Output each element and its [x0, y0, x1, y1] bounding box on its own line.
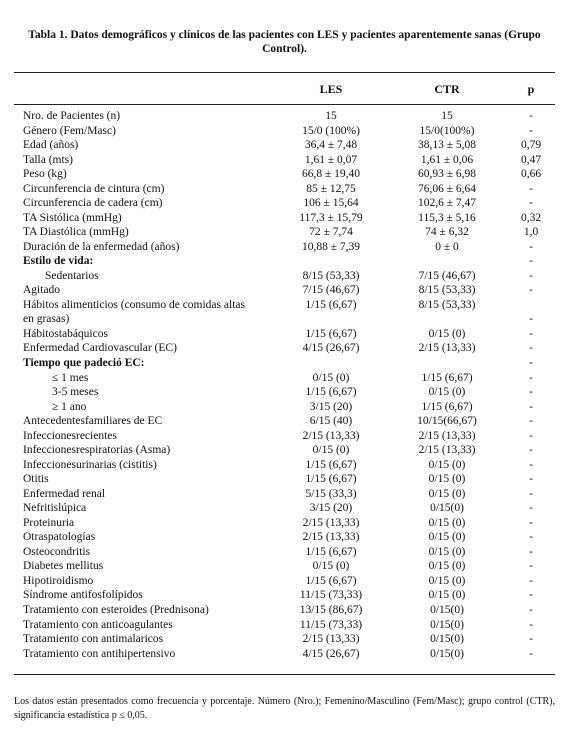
ctr-value: 102,6 ± 7,47 — [417, 197, 477, 210]
les-value: 0/15 (0) — [312, 560, 350, 573]
table-row — [0, 443, 569, 458]
p-value: - — [529, 647, 533, 660]
row-label: ≤ 1 mes — [52, 371, 89, 384]
p-value: - — [529, 473, 533, 486]
row-label: Circunferencia de cintura (cm) — [23, 182, 165, 195]
section-row — [0, 254, 569, 269]
ctr-value: 1,61 ± 0,06 — [420, 153, 474, 166]
row-label: TA Sistólica (mmHg) — [23, 211, 122, 224]
p-value: - — [529, 618, 533, 631]
les-value: 85 ± 12,75 — [306, 182, 356, 195]
les-value: 66,8 ± 19,40 — [301, 168, 361, 181]
ctr-value: 0/15 (0) — [428, 473, 466, 486]
p-value: - — [529, 182, 533, 195]
ctr-value: 2/15 (13,33) — [418, 342, 476, 355]
row-label: Enfermedad renal — [23, 487, 106, 500]
row-label: Infeccionesrecientes — [23, 429, 117, 442]
row-label: Duración de la enfermedad (años) — [23, 240, 180, 253]
les-value: 1/15 (6,67) — [305, 473, 357, 486]
row-label: Otraspatologías — [23, 531, 96, 544]
ctr-value: 0/15 (0) — [428, 487, 466, 500]
table-row — [0, 559, 569, 574]
row-label: Nefritislúpica — [23, 502, 87, 515]
row-label: Tratamiento con antimalaricos — [23, 633, 164, 646]
ctr-value: 0/15 (0) — [428, 531, 466, 544]
ctr-value: 8/15 (53,33) — [418, 298, 476, 311]
ctr-value: 0/15 (0) — [428, 560, 466, 573]
ctr-value: 0/15(0) — [430, 604, 464, 616]
les-value: 2/15 (13,33) — [302, 516, 360, 529]
les-value: 7/15 (46,67) — [302, 284, 360, 297]
p-value: - — [529, 400, 533, 413]
p-value: - — [529, 604, 533, 616]
p-value: - — [529, 255, 533, 268]
row-label: Talla (mts) — [23, 153, 73, 166]
p-value: 1,0 — [523, 226, 539, 239]
ctr-value: 0/15 (0) — [428, 327, 466, 340]
table-row — [0, 574, 569, 589]
row-label: Tratamiento con anticoagulantes — [23, 618, 173, 631]
p-value: - — [529, 240, 533, 253]
p-value: - — [529, 429, 533, 442]
les-value: 72 ± 7,74 — [309, 226, 353, 239]
p-value: - — [529, 545, 533, 558]
p-value: - — [529, 342, 533, 355]
ctr-value: 0/15 (0) — [428, 458, 466, 471]
table-row — [0, 603, 569, 618]
row-label: Circunferencia de cadera (cm) — [23, 197, 163, 210]
p-value: - — [529, 313, 533, 326]
row-label: TA Diastólica (mmHg) — [23, 226, 129, 239]
p-value: - — [529, 124, 533, 137]
column-header-les: LES — [319, 82, 343, 96]
les-value: 1/15 (6,67) — [305, 327, 357, 340]
p-value: - — [529, 356, 533, 369]
row-label: Nro. de Pacientes (n) — [23, 110, 121, 122]
row-label: Hábitostabáquicos — [23, 327, 108, 340]
les-value: 10,88 ± 7,39 — [301, 240, 361, 253]
p-value: - — [529, 386, 533, 399]
p-value: - — [529, 371, 533, 384]
row-label: Síndrome antifosfolípidos — [23, 589, 143, 602]
table-row — [0, 618, 569, 633]
row-label: Sedentarios — [45, 269, 99, 282]
table-row — [0, 182, 569, 197]
row-label: ≥ 1 ano — [52, 400, 87, 413]
p-value: 0,47 — [520, 153, 542, 166]
les-value: 15 — [325, 110, 337, 122]
les-value: 1/15 (6,67) — [305, 545, 357, 558]
table-row — [0, 458, 569, 473]
les-value: 4/15 (26,67) — [302, 342, 360, 355]
ctr-value: 2/15 (13,33) — [418, 429, 476, 442]
table-row — [0, 400, 569, 415]
table-row — [0, 647, 569, 662]
les-value: 13/15 (86,67) — [299, 604, 363, 616]
les-value: 2/15 (13,33) — [302, 429, 360, 442]
p-value: - — [529, 633, 533, 646]
les-value: 36,4 ± 7,48 — [304, 139, 358, 152]
table-row — [0, 341, 569, 356]
table-row — [0, 211, 569, 226]
header-rule — [14, 104, 555, 105]
table-row — [0, 109, 569, 124]
les-value: 106 ± 15,64 — [303, 197, 359, 210]
top-rule — [14, 72, 555, 73]
p-value: 0,79 — [520, 139, 542, 152]
les-value: 8/15 (53,33) — [302, 269, 360, 282]
table-row — [0, 298, 569, 327]
row-label: Diabetes mellitus — [23, 560, 104, 573]
table-caption: Tabla 1. Datos demográficos y clínicos de las pacientes con LES y pacientes aparentemente sanas (Grupo Control). — [28, 29, 541, 55]
les-value: 1/15 (6,67) — [305, 298, 357, 311]
table-footnote: Los datos están presentados como frecuencia y porcentaje. Número (Nro.); Femenino/Masculino (Fem/Masc); grupo control (CTR), significancia estadística p ≤ 0,05. — [14, 696, 555, 721]
table-row — [0, 516, 569, 531]
table-row — [0, 196, 569, 211]
ctr-value: 0/15(0) — [430, 502, 464, 515]
ctr-value: 0/15(0) — [430, 633, 464, 646]
ctr-value: 8/15 (53,33) — [418, 284, 476, 297]
ctr-value: 7/15 (46,67) — [418, 269, 476, 282]
table-row — [0, 472, 569, 487]
column-header-p: p — [527, 82, 535, 96]
row-label: Hábitos alimenticios (consumo de comidas altas en grasas) — [23, 298, 245, 326]
p-value: - — [529, 269, 533, 282]
ctr-value: 15/0(100%) — [419, 124, 475, 137]
table-row — [0, 153, 569, 168]
les-value: 11/15 (73,33) — [299, 589, 363, 602]
table-row — [0, 487, 569, 502]
row-label: Tratamiento con antihipertensivo — [23, 647, 176, 660]
les-value: 0/15 (0) — [312, 371, 350, 384]
table-row — [0, 269, 569, 284]
section-label: Tiempo que padeció EC: — [23, 356, 145, 369]
table-row — [0, 530, 569, 545]
p-value: - — [529, 197, 533, 210]
row-label: Proteinuria — [23, 516, 75, 529]
section-row — [0, 356, 569, 371]
p-value: - — [529, 574, 533, 587]
row-label: Enfermedad Cardiovascular (EC) — [23, 342, 177, 355]
p-value: - — [529, 458, 533, 471]
les-value: 1/15 (6,67) — [305, 458, 357, 471]
row-label: Infeccionesurinarias (cistitis) — [23, 458, 157, 471]
ctr-value: 1/15 (6,67) — [421, 400, 473, 413]
column-header-ctr: CTR — [434, 82, 460, 96]
p-value: - — [529, 415, 533, 428]
table-row — [0, 124, 569, 139]
les-value: 2/15 (13,33) — [302, 633, 360, 646]
ctr-value: 15 — [441, 110, 453, 122]
p-value: - — [529, 444, 533, 457]
p-value: 0,66 — [520, 168, 542, 181]
les-value: 4/15 (26,67) — [302, 647, 360, 660]
table-row — [0, 167, 569, 182]
p-value: - — [529, 589, 533, 602]
table-row — [0, 283, 569, 298]
ctr-value: 0/15 (0) — [428, 589, 466, 602]
p-value: - — [529, 284, 533, 297]
row-label: Edad (años) — [23, 139, 79, 152]
row-label: Antecedentesfamiliares de EC — [23, 415, 163, 428]
row-label: Infeccionesrespiratorias (Asma) — [23, 444, 171, 457]
p-value: - — [529, 560, 533, 573]
row-label: Agitado — [23, 284, 61, 297]
row-label: Tratamiento con esteroides (Prednisona) — [23, 604, 209, 616]
p-value: - — [529, 327, 533, 340]
table-body — [0, 109, 569, 661]
row-label: 3-5 meses — [52, 386, 99, 399]
table-row — [0, 385, 569, 400]
table-row — [0, 327, 569, 342]
les-value: 0/15 (0) — [312, 444, 350, 457]
ctr-value: 0/15(0) — [430, 647, 464, 660]
p-value: 0,32 — [520, 211, 542, 224]
table-row — [0, 501, 569, 516]
ctr-value: 0/15 (0) — [428, 516, 466, 529]
row-label: Género (Fem/Masc) — [23, 124, 116, 137]
table-row — [0, 138, 569, 153]
ctr-value: 10/15(66,67) — [417, 415, 477, 428]
les-value: 1,61 ± 0,07 — [304, 153, 358, 166]
les-value: 117,3 ± 15,79 — [299, 211, 363, 224]
table-row — [0, 632, 569, 647]
ctr-value: 0/15(0) — [430, 618, 464, 631]
les-value: 1/15 (6,67) — [305, 574, 357, 587]
table-row — [0, 225, 569, 240]
bottom-rule — [14, 674, 555, 675]
section-label: Estilo de vida: — [23, 255, 94, 268]
row-label: Osteocondritis — [23, 545, 91, 558]
ctr-value: 60,93 ± 6,98 — [417, 168, 477, 181]
les-value: 1/15 (6,67) — [305, 386, 357, 399]
p-value: - — [529, 502, 533, 515]
p-value: - — [529, 110, 533, 122]
ctr-value: 115,3 ± 5,16 — [418, 211, 476, 224]
ctr-value: 38,13 ± 5,08 — [417, 139, 477, 152]
table-row — [0, 545, 569, 560]
ctr-value: 76,06 ± 6,64 — [417, 182, 477, 195]
ctr-value: 74 ± 6,32 — [425, 226, 469, 239]
les-value: 15/0 (100%) — [302, 124, 360, 137]
ctr-value: 0/15 (0) — [428, 386, 466, 399]
p-value: - — [529, 516, 533, 529]
ctr-value: 1/15 (6,67) — [421, 371, 473, 384]
p-value: - — [529, 531, 533, 544]
les-value: 6/15 (40) — [309, 415, 353, 428]
ctr-value: 2/15 (13,33) — [418, 444, 476, 457]
table-row — [0, 414, 569, 429]
row-label: Otitis — [23, 473, 49, 486]
table-row — [0, 429, 569, 444]
row-label: Hipotiroidismo — [23, 574, 94, 587]
les-value: 5/15 (33,3) — [305, 487, 357, 500]
ctr-value: 0/15 (0) — [428, 545, 466, 558]
table-row — [0, 588, 569, 603]
p-value: - — [529, 487, 533, 500]
row-label: Peso (kg) — [23, 168, 67, 181]
les-value: 3/15 (20) — [309, 502, 353, 515]
table-row — [0, 371, 569, 386]
les-value: 2/15 (13,33) — [302, 531, 360, 544]
les-value: 11/15 (73,33) — [299, 618, 363, 631]
table-row — [0, 240, 569, 255]
les-value: 3/15 (20) — [309, 400, 353, 413]
ctr-value: 0/15 (0) — [428, 574, 466, 587]
ctr-value: 0 ± 0 — [435, 240, 459, 253]
